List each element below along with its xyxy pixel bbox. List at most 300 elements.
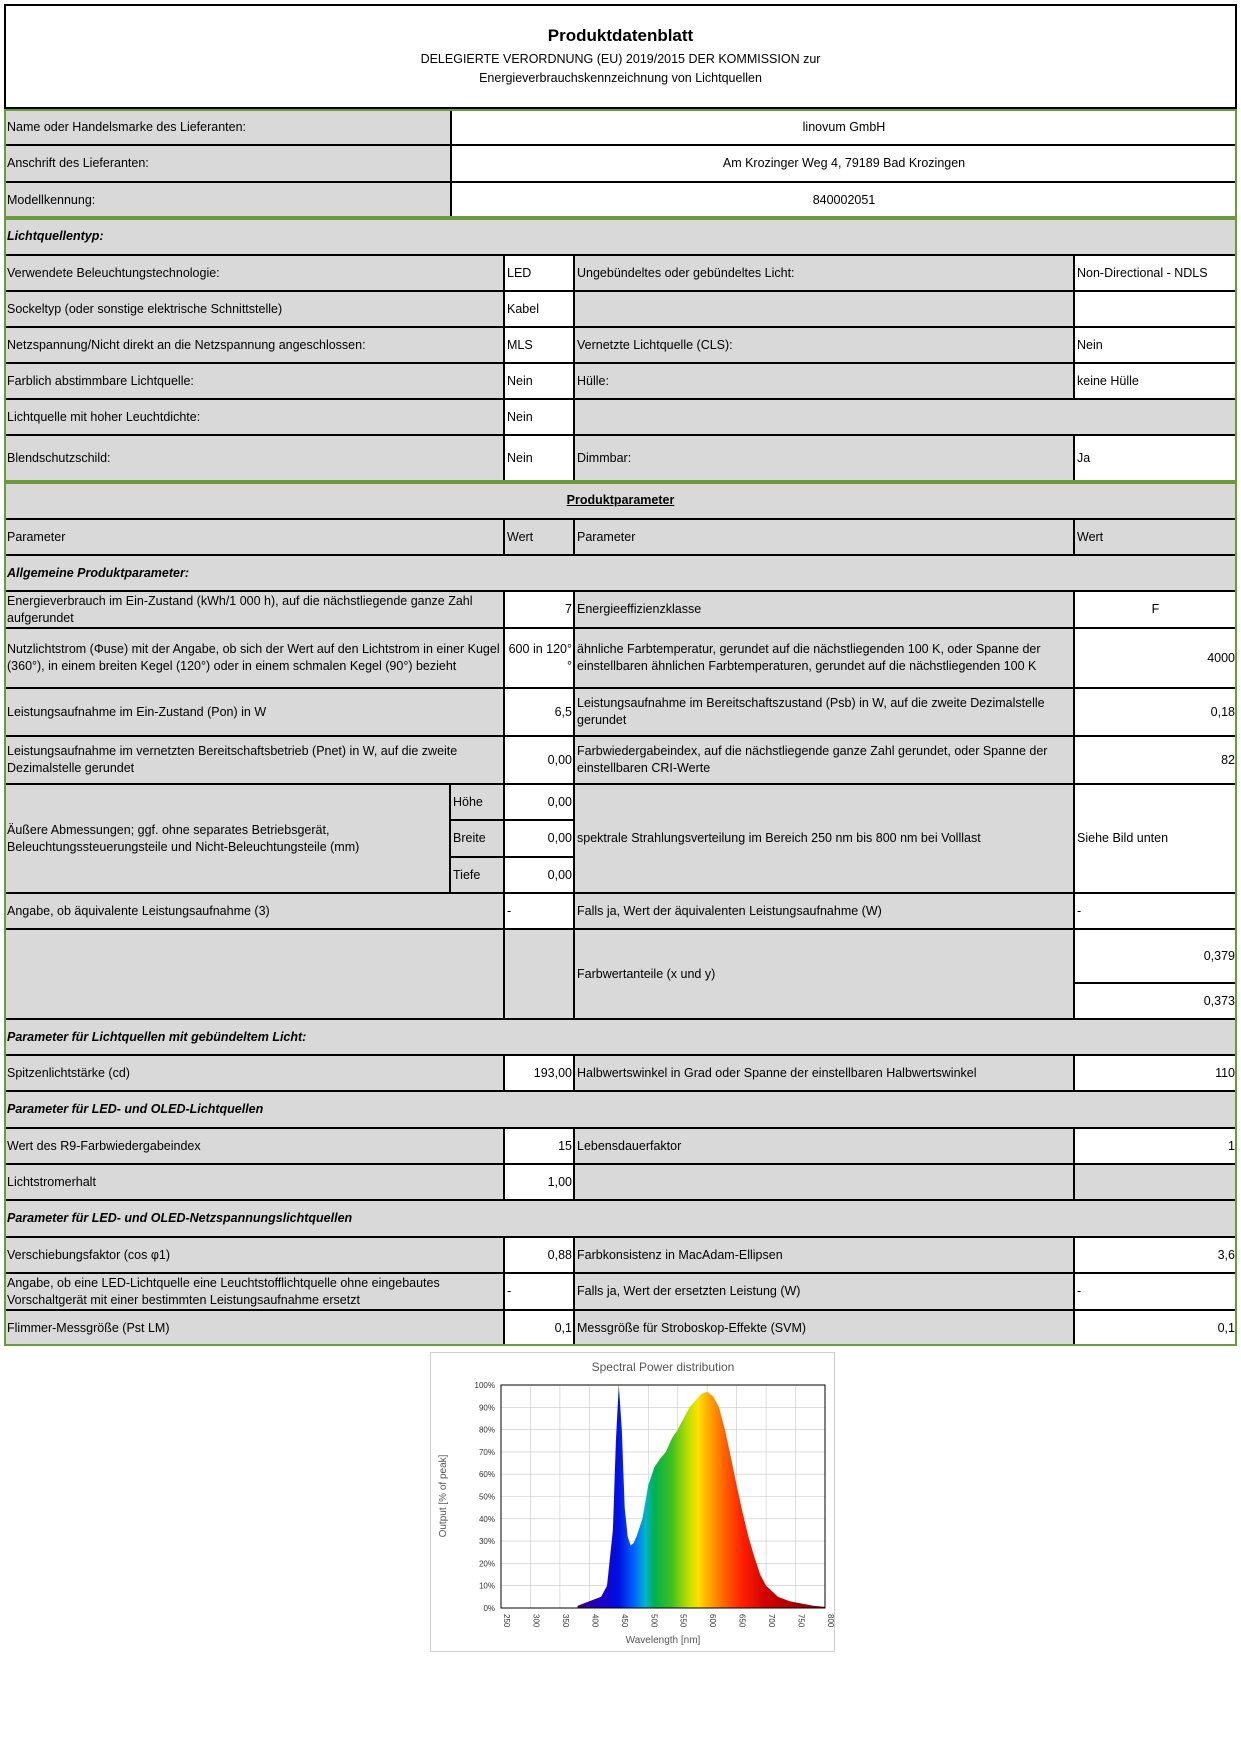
empty-cell — [574, 1164, 1074, 1200]
cell-border — [504, 857, 505, 893]
supplier-address-label: Anschrift des Lieferanten: — [4, 145, 451, 182]
cell-border — [504, 255, 574, 256]
cell-border — [1074, 519, 1075, 555]
macadam-label: Farbkonsistenz in MacAdam-Ellipsen — [574, 1237, 1074, 1273]
lifetime-factor-value: 1 — [1074, 1128, 1237, 1164]
cell-border — [504, 363, 574, 364]
cell-border — [574, 399, 1237, 400]
cell-border — [574, 591, 1074, 592]
height-label: Höhe — [450, 784, 504, 820]
empty-cell — [504, 929, 574, 1019]
spd-value: Siehe Bild unten — [1074, 784, 1237, 893]
cell-border — [451, 182, 1237, 183]
cell-border — [574, 519, 1074, 520]
cell-border — [504, 929, 505, 1019]
cell-border — [4, 1164, 504, 1165]
beam-angle-label: Halbwertswinkel in Grad oder Spanne der einstellbaren Halbwertswinkel — [574, 1055, 1074, 1091]
y-tick-label: 0% — [483, 1604, 495, 1613]
cell-border — [574, 435, 1074, 436]
cell-border — [1074, 893, 1237, 894]
cell-border — [4, 327, 504, 328]
depth-value: 0,00 — [504, 857, 574, 893]
col-header-value: Wert — [1074, 519, 1237, 555]
cell-border — [4, 1310, 504, 1311]
cell-border — [1074, 1055, 1075, 1091]
section-frame — [1235, 218, 1237, 482]
subtitle-line-1: DELEGIERTE VERORDNUNG (EU) 2019/2015 DER KOMMISSION zur — [420, 52, 821, 66]
cls-value: Nein — [1074, 327, 1237, 363]
replacement-value: - — [504, 1273, 574, 1310]
section-frame — [4, 482, 6, 1346]
cell-border — [504, 784, 574, 785]
cell-border — [4, 688, 504, 689]
cell-border — [4, 591, 504, 592]
cosphi-label: Verschiebungsfaktor (cos φ1) — [4, 1237, 504, 1273]
cell-border — [1074, 327, 1237, 328]
section-frame — [4, 1344, 1237, 1346]
macadam-value: 3,6 — [1074, 1237, 1237, 1273]
cell-border — [574, 1273, 575, 1310]
chromaticity-y-value: 0,373 — [1074, 983, 1237, 1019]
psb-value: 0,18 — [1074, 688, 1237, 736]
cell-border — [504, 628, 574, 629]
energy-value: 7 — [504, 591, 574, 628]
cell-border — [574, 327, 1074, 328]
directional-value: Non-Directional - NDLS — [1074, 255, 1237, 291]
cell-border — [574, 929, 1074, 930]
cell-border — [574, 784, 1074, 785]
cri-value: 82 — [1074, 736, 1237, 784]
cell-border — [504, 591, 574, 592]
cell-border — [1074, 1237, 1075, 1273]
x-tick-label: 550 — [678, 1614, 688, 1628]
col-header-value: Wert — [504, 519, 574, 555]
cell-border — [504, 435, 505, 482]
empty-cell — [1074, 291, 1237, 327]
cell-border — [574, 688, 1074, 689]
directional-params-heading: Parameter für Lichtquellen mit gebündeltem Licht: — [4, 1019, 1237, 1055]
width-label: Breite — [450, 820, 504, 857]
section-frame — [1235, 109, 1237, 218]
cell-border — [574, 628, 1074, 629]
cell-border — [4, 1200, 1237, 1201]
high-luminance-label: Lichtquelle mit hoher Leuchtdichte: — [4, 399, 504, 435]
cell-border — [1074, 688, 1237, 689]
cell-border — [1074, 983, 1237, 984]
cell-border — [1074, 736, 1075, 784]
spectral-chart-svg — [431, 1353, 834, 1651]
cell-border — [574, 688, 575, 736]
cosphi-value: 0,88 — [504, 1237, 574, 1273]
equiv-power-w-label: Falls ja, Wert der äquivalenten Leistungsaufnahme (W) — [574, 893, 1074, 929]
cell-border — [4, 399, 504, 400]
cell-border — [504, 255, 505, 291]
lumen-maintenance-label: Lichtstromerhalt — [4, 1164, 504, 1200]
cell-border — [574, 591, 575, 628]
glare-shield-label: Blendschutzschild: — [4, 435, 504, 482]
cell-border — [1074, 291, 1075, 327]
cell-border — [504, 893, 574, 894]
cell-border — [504, 929, 574, 930]
cell-border — [1074, 255, 1075, 291]
x-tick-label: 250 — [502, 1614, 511, 1628]
efficiency-class-label: Energieeffizienzklasse — [574, 591, 1074, 628]
cell-border — [504, 784, 505, 820]
peak-intensity-value: 193,00 — [504, 1055, 574, 1091]
cell-border — [1074, 1237, 1237, 1238]
cell-border — [1074, 591, 1237, 592]
cell-border — [504, 1310, 574, 1311]
cell-border — [1074, 688, 1075, 736]
cell-border — [504, 688, 574, 689]
cell-border — [450, 784, 504, 785]
cell-border — [574, 363, 1074, 364]
cell-border — [1074, 1310, 1075, 1346]
cell-border — [574, 519, 575, 555]
cell-border — [504, 893, 505, 929]
x-tick-label: 300 — [531, 1614, 541, 1628]
spectral-chart — [430, 1352, 835, 1652]
x-tick-label: 750 — [796, 1614, 806, 1628]
cell-border — [574, 628, 575, 688]
cell-border — [504, 1128, 574, 1129]
supplier-name-value: linovum GmbH — [451, 109, 1237, 145]
cell-border — [451, 145, 1237, 146]
cell-border — [450, 820, 504, 821]
envelope-value: keine Hülle — [1074, 363, 1237, 399]
cell-border — [1074, 983, 1075, 1019]
cell-border — [504, 688, 505, 736]
replacement-w-value: - — [1074, 1273, 1237, 1310]
x-tick-label: 350 — [560, 1614, 570, 1628]
cell-border — [574, 1237, 575, 1273]
cell-border — [574, 1310, 575, 1346]
cell-border — [504, 519, 505, 555]
y-axis-label: Output [% of peak] — [438, 1454, 449, 1538]
cell-border — [504, 1273, 505, 1310]
cell-border — [450, 857, 451, 893]
cls-label: Vernetzte Lichtquelle (CLS): — [574, 327, 1074, 363]
cell-border — [4, 519, 504, 520]
svm-value: 0,1 — [1074, 1310, 1237, 1346]
cell-border — [4, 182, 451, 183]
lightsource-section-heading: Lichtquellentyp: — [4, 218, 1237, 255]
cell-border — [1074, 1273, 1237, 1274]
flicker-value: 0,1 — [504, 1310, 574, 1346]
cell-border — [1074, 929, 1237, 930]
replacement-label: Angabe, ob eine LED-Lichtquelle eine Leuchtstofflichtquelle ohne eingebautes Vorschaltgerät mit einer bestimmten Leistungsaufnahme ersetzt — [4, 1273, 504, 1310]
useful-flux-label: Nutzlichtstrom (Φuse) mit der Angabe, ob sich der Wert auf den Lichtstrom in einer Kugel (360°), in einem breiten Kegel (120°) oder in einem schmalen Kegel (90°) bezieht — [4, 628, 504, 688]
cell-border — [574, 929, 575, 1019]
cell-border — [574, 363, 575, 399]
section-frame — [4, 109, 6, 218]
cell-border — [574, 784, 575, 893]
flicker-label: Flimmer-Messgröße (Pst LM) — [4, 1310, 504, 1346]
cell-border — [1074, 628, 1075, 688]
technology-label: Verwendete Beleuchtungstechnologie: — [4, 255, 504, 291]
cell-border — [1074, 893, 1075, 929]
cell-border — [574, 736, 575, 784]
col-header-parameter: Parameter — [574, 519, 1074, 555]
cell-border — [1074, 255, 1237, 256]
cell-border — [504, 1164, 505, 1200]
cell-border — [574, 893, 575, 929]
cell-border — [4, 1273, 504, 1274]
cell-border — [1074, 519, 1237, 520]
svm-label: Messgröße für Stroboskop-Effekte (SVM) — [574, 1310, 1074, 1346]
cell-border — [504, 1237, 574, 1238]
cell-border — [4, 435, 504, 436]
y-tick-label: 70% — [478, 1447, 495, 1457]
cell-border — [574, 1164, 575, 1200]
y-tick-label: 10% — [478, 1581, 495, 1591]
cell-border — [4, 893, 504, 894]
cell-border — [504, 399, 574, 400]
cell-border — [1074, 435, 1075, 482]
cell-border — [1074, 591, 1075, 628]
cell-border — [574, 1128, 575, 1164]
supplier-name-label: Name oder Handelsmarke des Lieferanten: — [4, 109, 451, 145]
cell-border — [1074, 291, 1237, 292]
col-header-parameter: Parameter — [4, 519, 504, 555]
y-tick-label: 80% — [478, 1425, 495, 1435]
supplier-address-value: Am Krozinger Weg 4, 79189 Bad Krozingen — [451, 145, 1237, 182]
cell-border — [1074, 1273, 1075, 1310]
y-tick-label: 60% — [478, 1470, 495, 1480]
y-tick-label: 100% — [474, 1381, 495, 1390]
page-title: Produktdatenblatt — [547, 26, 694, 45]
cell-border — [574, 1237, 1074, 1238]
cell-border — [504, 1310, 505, 1346]
energy-label: Energieverbrauch im Ein-Zustand (kWh/1 000 h), auf die nächstliegende ganze Zahl aufgerundet — [4, 591, 504, 628]
replacement-w-label: Falls ja, Wert der ersetzten Leistung (W) — [574, 1273, 1074, 1310]
r9-label: Wert des R9-Farbwiedergabeindex — [4, 1128, 504, 1164]
cell-border — [450, 820, 451, 857]
cell-border — [574, 1164, 1074, 1165]
section-frame — [4, 109, 1237, 111]
cell-border — [504, 363, 505, 399]
cell-border — [504, 327, 574, 328]
cell-border — [1074, 929, 1075, 983]
cell-border — [4, 363, 504, 364]
high-luminance-value: Nein — [504, 399, 574, 435]
empty-cell — [4, 929, 504, 1019]
cell-border — [4, 628, 504, 629]
model-value: 840002051 — [451, 182, 1237, 218]
cell-border — [1074, 1164, 1075, 1200]
cell-border — [4, 145, 451, 146]
cell-border — [574, 291, 1074, 292]
y-tick-label: 30% — [478, 1537, 495, 1547]
cell-border — [504, 736, 574, 737]
chromaticity-x-value: 0,379 — [1074, 929, 1237, 983]
tunable-label: Farblich abstimmbare Lichtquelle: — [4, 363, 504, 399]
cell-border — [450, 857, 504, 858]
cell-border — [504, 1237, 505, 1273]
depth-label: Tiefe — [450, 857, 504, 893]
empty-cell — [574, 399, 1237, 435]
cell-border — [574, 893, 1074, 894]
pon-label: Leistungsaufnahme im Ein-Zustand (Pon) in W — [4, 688, 504, 736]
cell-border — [574, 1310, 1074, 1311]
header — [4, 4, 1237, 109]
cell-border — [504, 628, 505, 688]
cell-border — [1074, 1128, 1075, 1164]
cell-border — [451, 145, 452, 182]
cell-border — [1074, 363, 1075, 399]
pnet-label: Leistungsaufnahme im vernetzten Bereitschaftsbetrieb (Pnet) in W, auf die zweite Dezimalstelle gerundet — [4, 736, 504, 784]
cell-border — [4, 1091, 1237, 1092]
cct-label: ähnliche Farbtemperatur, gerundet auf die nächstliegenden 100 K, oder Spanne der einstellbaren ähnlichen Farbtemperaturen, gerundet auf die nächstliegenden 100 K — [574, 628, 1074, 688]
cell-border — [504, 736, 505, 784]
x-tick-label: 600 — [708, 1614, 718, 1628]
cell-border — [4, 1019, 1237, 1020]
cell-border — [574, 399, 575, 435]
x-tick-label: 450 — [619, 1614, 629, 1628]
cell-border — [1074, 435, 1237, 436]
height-value: 0,00 — [504, 784, 574, 820]
cell-border — [451, 182, 452, 218]
cell-border — [504, 820, 505, 857]
spd-label: spektrale Strahlungsverteilung im Bereich 250 nm bis 800 nm bei Volllast — [574, 784, 1074, 893]
cell-border — [574, 1055, 575, 1091]
cell-border — [574, 1273, 1074, 1274]
cell-border — [1074, 327, 1075, 363]
beam-angle-value: 110 — [1074, 1055, 1237, 1091]
cell-border — [4, 255, 504, 256]
cell-border — [1074, 363, 1237, 364]
chromaticity-label: Farbwertanteile (x und y) — [574, 929, 1074, 1019]
y-tick-label: 90% — [478, 1403, 495, 1413]
useful-flux-value: 600 in 120°° — [504, 628, 574, 688]
cell-border — [1074, 628, 1237, 629]
cell-border — [504, 327, 505, 363]
cell-border — [1074, 784, 1075, 893]
cell-border — [1074, 1164, 1237, 1165]
tunable-value: Nein — [504, 363, 574, 399]
led-params-heading: Parameter für LED- und OLED-Lichtquellen — [4, 1091, 1237, 1128]
cell-border — [504, 399, 505, 435]
cell-border — [504, 435, 574, 436]
x-tick-label: 650 — [737, 1614, 747, 1628]
technology-value: LED — [504, 255, 574, 291]
subtitle-line-2: Energieverbrauchskennzeichnung von Lichtquellen — [479, 71, 762, 85]
x-tick-label: 700 — [767, 1614, 777, 1628]
cell-border — [4, 1128, 504, 1129]
cell-border — [504, 1164, 574, 1165]
equiv-power-w-value: - — [1074, 893, 1237, 929]
section-frame — [4, 218, 6, 482]
r9-value: 15 — [504, 1128, 574, 1164]
efficiency-class-value: F — [1074, 591, 1237, 628]
section-frame — [1235, 482, 1237, 1346]
dimensions-label: Äußere Abmessungen; ggf. ohne separates Betriebsgerät, Beleuchtungssteuerungsteile und Nicht-Beleuchtungsteile (mm) — [4, 784, 450, 893]
socket-label: Sockeltyp (oder sonstige elektrische Schnittstelle) — [4, 291, 504, 327]
cell-border — [574, 291, 575, 327]
cell-border — [4, 1055, 504, 1056]
chart-title: Spectral Power distribution — [591, 1360, 735, 1374]
cell-border — [504, 519, 574, 520]
y-tick-label: 20% — [478, 1559, 495, 1569]
width-value: 0,00 — [504, 820, 574, 857]
dimmable-label: Dimmbar: — [574, 435, 1074, 482]
cell-border — [4, 291, 504, 292]
cell-border — [574, 255, 575, 291]
cell-border — [574, 255, 1074, 256]
cell-border — [574, 736, 1074, 737]
general-params-heading: Allgemeine Produktparameter: — [4, 555, 1237, 591]
cell-border — [4, 1237, 504, 1238]
section-frame — [4, 482, 1237, 484]
cell-border — [4, 736, 504, 737]
cell-border — [504, 1273, 574, 1274]
cell-border — [1074, 736, 1237, 737]
cell-border — [504, 291, 574, 292]
directional-label: Ungebündeltes oder gebündeltes Licht: — [574, 255, 1074, 291]
cri-label: Farbwiedergabeindex, auf die nächstliegende ganze Zahl gerundet, oder Spanne der einstellbaren CRI-Werte — [574, 736, 1074, 784]
cell-border — [1074, 1310, 1237, 1311]
pnet-value: 0,00 — [504, 736, 574, 784]
cell-border — [4, 784, 450, 785]
cell-border — [1074, 1128, 1237, 1129]
model-label: Modellkennung: — [4, 182, 451, 218]
cell-border — [4, 929, 504, 930]
params-section-heading: Produktparameter — [4, 482, 1237, 519]
peak-intensity-label: Spitzenlichtstärke (cd) — [4, 1055, 504, 1091]
cell-border — [450, 784, 451, 820]
cell-border — [504, 857, 574, 858]
equiv-power-label: Angabe, ob äquivalente Leistungsaufnahme (3) — [4, 893, 504, 929]
equiv-power-value: - — [504, 893, 574, 929]
mains-led-params-heading: Parameter für LED- und OLED-Netzspannungslichtquellen — [4, 1200, 1237, 1237]
mains-label: Netzspannung/Nicht direkt an die Netzspannung angeschlossen: — [4, 327, 504, 363]
glare-shield-value: Nein — [504, 435, 574, 482]
x-tick-label: 800 — [826, 1614, 835, 1628]
envelope-label: Hülle: — [574, 363, 1074, 399]
cell-border — [504, 1055, 574, 1056]
cell-border — [574, 327, 575, 363]
empty-cell — [1074, 1164, 1237, 1200]
x-tick-label: 400 — [590, 1614, 600, 1628]
x-tick-label: 500 — [649, 1614, 659, 1628]
cell-border — [504, 291, 505, 327]
cell-border — [574, 1055, 1074, 1056]
cell-border — [504, 820, 574, 821]
cct-value: 4000 — [1074, 628, 1237, 688]
lifetime-factor-label: Lebensdauerfaktor — [574, 1128, 1074, 1164]
cell-border — [504, 1128, 505, 1164]
cell-border — [504, 591, 505, 628]
section-frame — [4, 218, 1237, 220]
x-axis-label: Wavelength [nm] — [625, 1635, 701, 1646]
cell-border — [1074, 784, 1237, 785]
cell-border — [4, 555, 1237, 556]
dimmable-value: Ja — [1074, 435, 1237, 482]
cell-border — [1074, 1055, 1237, 1056]
y-tick-label: 50% — [478, 1492, 495, 1502]
psb-label: Leistungsaufnahme im Bereitschaftszustand (Psb) in W, auf die zweite Dezimalstelle gerundet — [574, 688, 1074, 736]
cell-border — [574, 1128, 1074, 1129]
lumen-maintenance-value: 1,00 — [504, 1164, 574, 1200]
cell-border — [574, 435, 575, 482]
mains-value: MLS — [504, 327, 574, 363]
socket-value: Kabel — [504, 291, 574, 327]
cell-border — [451, 109, 452, 145]
cell-border — [504, 1055, 505, 1091]
pon-value: 6,5 — [504, 688, 574, 736]
y-tick-label: 40% — [478, 1514, 495, 1524]
empty-cell — [574, 291, 1074, 327]
